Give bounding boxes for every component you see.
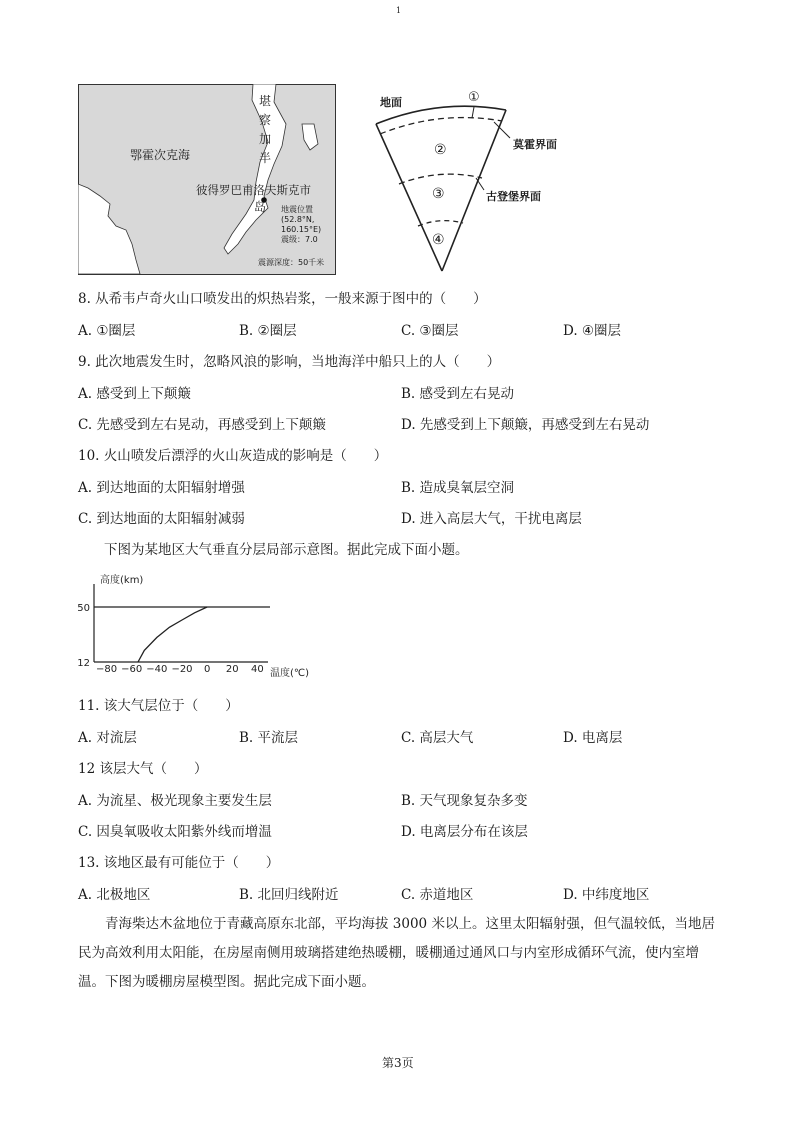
- city-label: 彼得罗巴甫洛夫斯克市: [196, 183, 311, 197]
- page-number: 第3页: [382, 1056, 414, 1070]
- question-12-stem: 12 该层大气（ ）: [78, 761, 208, 777]
- inner-core-line: [418, 221, 463, 226]
- sea-label: 鄂霍次克海: [130, 148, 191, 162]
- q8-option-d[interactable]: D. ④圈层: [563, 323, 622, 339]
- question-8-stem: 8. 从希韦卢奇火山口喷发出的炽热岩浆，一般来源于图中的（ ）: [78, 291, 487, 307]
- gutenberg-line: [399, 174, 482, 184]
- q11-option-a[interactable]: A. 对流层: [78, 730, 137, 746]
- moho-label: 莫霍界面: [513, 138, 557, 151]
- layer-1-label: ①: [468, 90, 480, 105]
- header-mark: 1: [396, 6, 402, 15]
- q13-option-a[interactable]: A. 北极地区: [78, 887, 151, 903]
- question-9-stem: 9. 此次地震发生时，忽略风浪的影响，当地海洋中船只上的人（ ）: [78, 354, 501, 370]
- x-axis-title: 温度(℃): [270, 668, 310, 679]
- q12-option-c[interactable]: C. 因臭氧吸收太阳紫外线而增温: [78, 824, 272, 840]
- q9-option-c[interactable]: C. 先感受到左右晃动，再感受到上下颠簸: [78, 417, 326, 433]
- q12-option-b[interactable]: B. 天气现象复杂多变: [401, 793, 528, 809]
- y-tick-label: 12: [77, 658, 90, 669]
- q8-option-b[interactable]: B. ②圈层: [239, 323, 297, 339]
- x-tick-label: −40: [146, 664, 168, 675]
- q10-option-c[interactable]: C. 到达地面的太阳辐射减弱: [78, 511, 245, 527]
- q9-option-a[interactable]: A. 感受到上下颠簸: [78, 386, 191, 402]
- q11-option-b[interactable]: B. 平流层: [239, 730, 299, 746]
- atmosphere-chart: [70, 570, 340, 682]
- y-axis-title: 高度(km): [100, 575, 144, 586]
- q11-option-d[interactable]: D. 电离层: [563, 730, 623, 746]
- surface-label: 地面: [380, 96, 402, 109]
- q13-option-d[interactable]: D. 中纬度地区: [563, 887, 650, 903]
- q12-option-d[interactable]: D. 电离层分布在该层: [401, 824, 528, 840]
- x-tick-label: −60: [121, 664, 143, 675]
- map-figure: [78, 84, 336, 275]
- question-10-stem: 10. 火山喷发后漂浮的火山灰造成的影响是（ ）: [78, 448, 388, 464]
- layer-4-label: ④: [432, 232, 445, 248]
- q12-option-a[interactable]: A. 为流星、极光现象主要发生层: [78, 793, 272, 809]
- q13-option-b[interactable]: B. 北回归线附近: [239, 887, 339, 903]
- intro-greenhouse: 青海柴达木盆地位于青藏高原东北部，平均海拔 3000 米以上。这里太阳辐射强，但气温较低，当地居民为高效利用太阳能，在房屋南侧用玻璃搭建绝热暖棚，暖棚通过通风口与内室形成循环气流，使内室增温。下图为暖棚房屋模型图。据此完成下面小题。: [78, 916, 715, 990]
- q10-option-d[interactable]: D. 进入高层大气，干扰电离层: [401, 511, 582, 527]
- temperature-curve: [138, 607, 207, 662]
- q8-option-a[interactable]: A. ①圈层: [78, 323, 136, 339]
- y-tick-label: 50: [77, 603, 90, 614]
- atmosphere-chart-svg: [70, 570, 340, 682]
- q9-option-b[interactable]: B. 感受到左右晃动: [401, 386, 515, 402]
- layer-3-label: ③: [432, 186, 445, 202]
- x-tick-label: 20: [225, 664, 239, 675]
- moho-line: [380, 118, 502, 134]
- quake-info: 地震位置 (52.8°N, 160.15°E) 震级：7.0: [281, 205, 322, 244]
- q8-option-c[interactable]: C. ③圈层: [401, 323, 459, 339]
- question-13-stem: 13. 该地区最有可能位于（ ）: [78, 855, 280, 871]
- peninsula-label-last: 岛: [254, 200, 267, 214]
- quake-depth: 震源深度：50千米: [258, 258, 325, 267]
- q9-option-d[interactable]: D. 先感受到上下颠簸，再感受到左右晃动: [401, 417, 650, 433]
- x-tick-label: 40: [251, 664, 264, 675]
- q11-option-c[interactable]: C. 高层大气: [401, 730, 474, 746]
- q13-option-c[interactable]: C. 赤道地区: [401, 887, 474, 903]
- layer-2-label: ②: [434, 142, 447, 158]
- kamchatka-map: [78, 84, 336, 275]
- x-tick-label: −20: [171, 664, 193, 675]
- earth-structure-diagram: [368, 88, 578, 278]
- question-11-stem: 11. 该大气层位于（ ）: [78, 698, 239, 714]
- q10-option-a[interactable]: A. 到达地面的太阳辐射增强: [78, 480, 245, 496]
- q10-option-b[interactable]: B. 造成臭氧层空洞: [401, 480, 515, 496]
- gutenberg-label: 古登堡界面: [486, 190, 541, 203]
- x-tick-label: 0: [203, 664, 211, 675]
- peninsula-label: 堪 察 加 半: [259, 94, 272, 165]
- intro-atmosphere: 下图为某地区大气垂直分层局部示意图。据此完成下面小题。: [104, 542, 469, 558]
- x-tick-label: −80: [96, 664, 118, 675]
